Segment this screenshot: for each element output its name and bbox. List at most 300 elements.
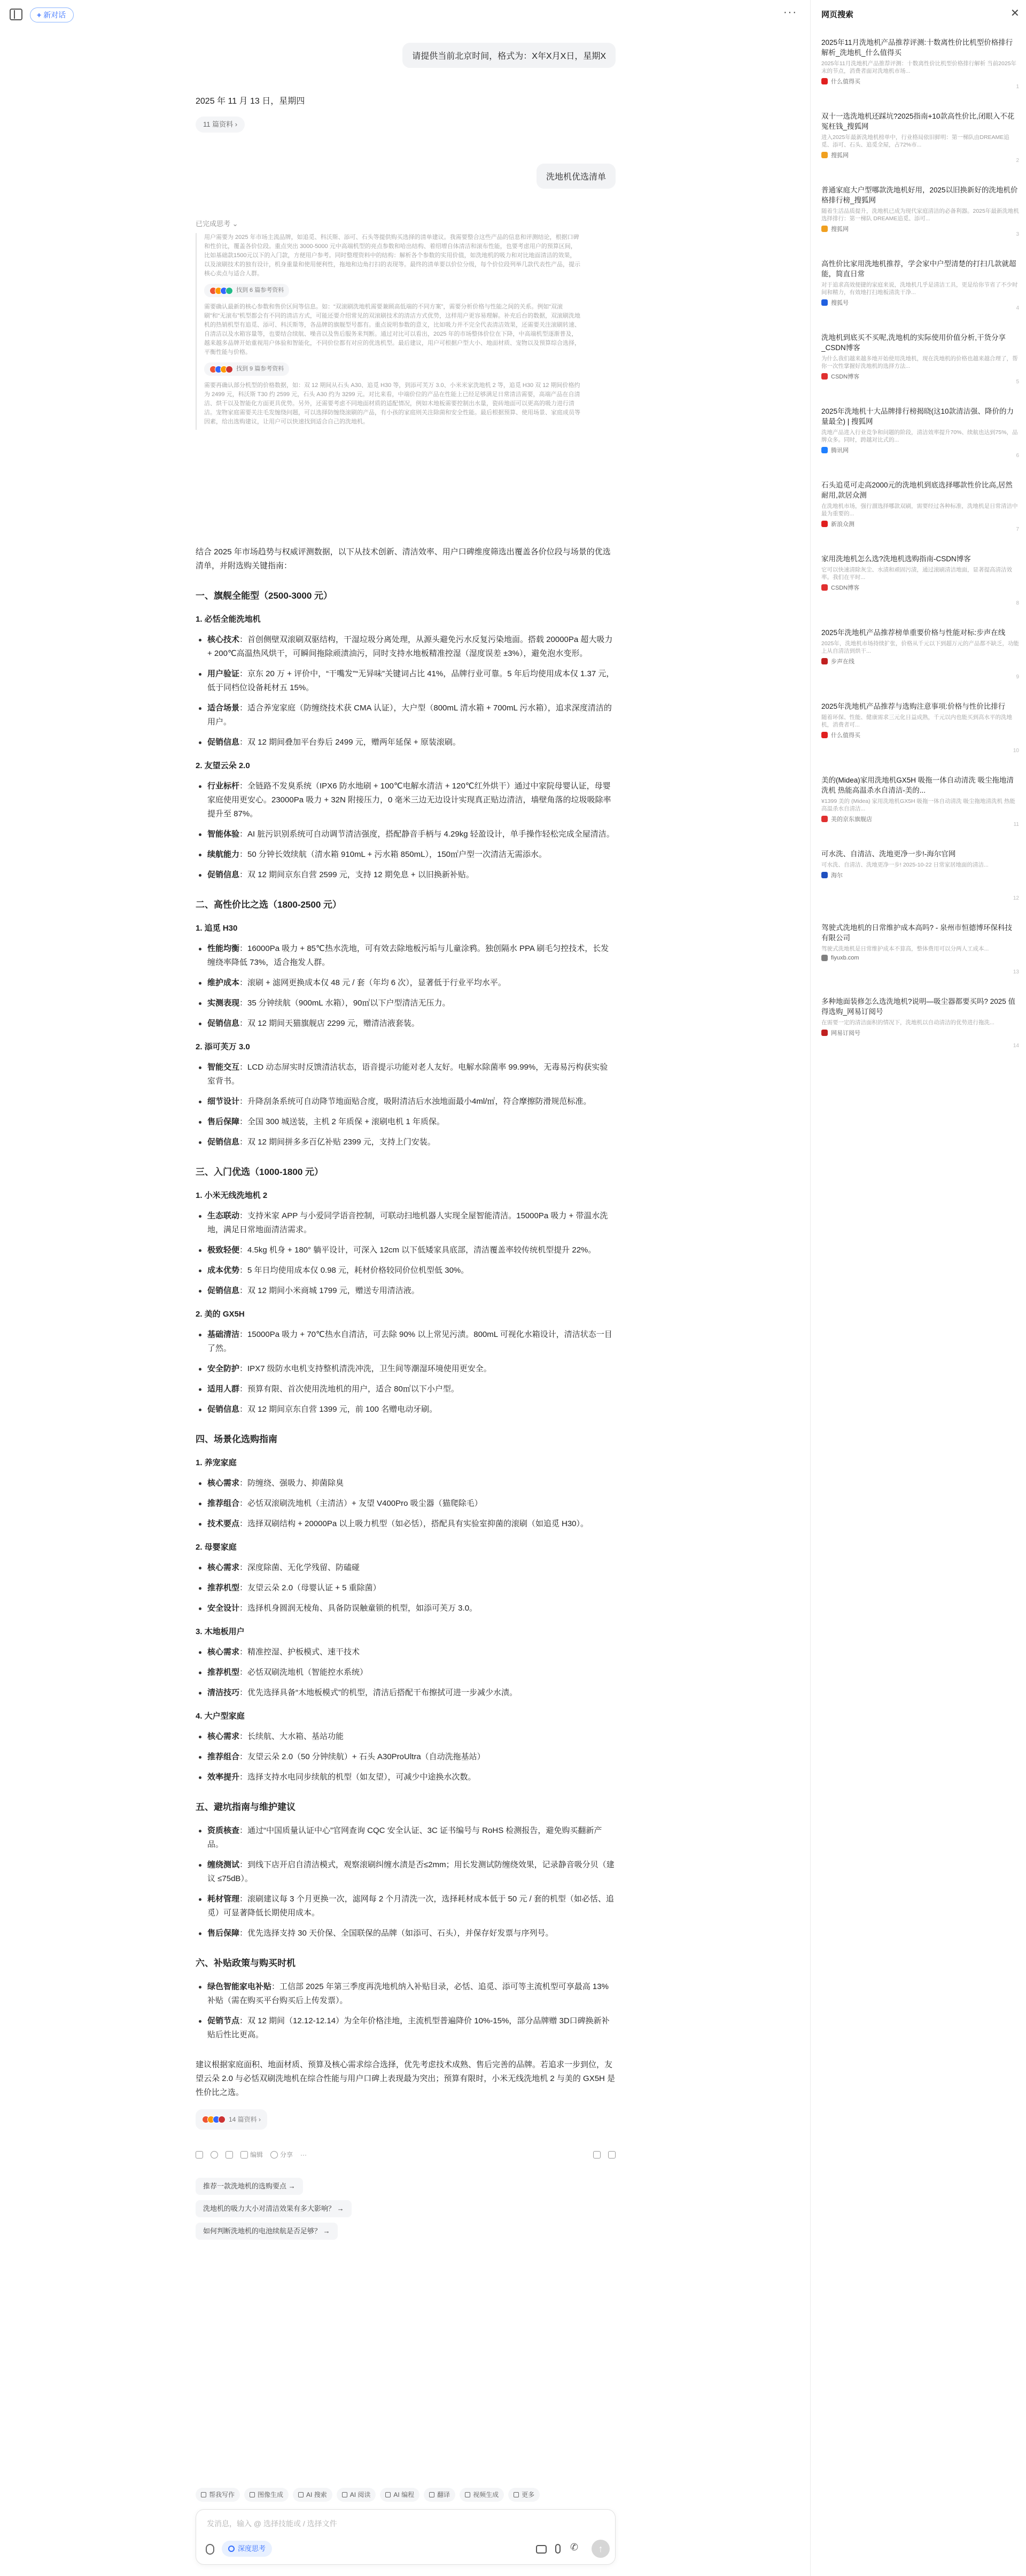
bullet-text: ：工信部 2025 年第三季度再洗地机纳入补贴目录，必恬、追觅、添可等主流机型可享最高 13% 补贴（需在购买平台购买后上传发票）。 [207, 1982, 609, 2005]
bullet-item [196, 996, 616, 1010]
code-icon [385, 2492, 391, 2497]
bullet-key: 促销信息 [207, 1019, 240, 1028]
bullet-key: 行业标杆 [207, 782, 240, 791]
microphone-icon[interactable] [555, 2544, 561, 2554]
tool-writing[interactable] [196, 2488, 240, 2502]
tool-translate[interactable] [424, 2488, 455, 2502]
result-title[interactable]: 可水洗、自清洁、洗地更净一步!-海尔官网 [821, 850, 956, 858]
chat-area [196, 0, 616, 2576]
bullet-item [196, 1497, 616, 1511]
source-favicon-icon [821, 226, 828, 232]
assistant-reply: 2025 年 11 月 13 日，星期四 [196, 97, 305, 106]
deep-think-toggle[interactable] [222, 2541, 272, 2557]
bullet-text: ：深度除菌、无化学残留、防磕碰 [239, 1563, 360, 1572]
bullet-text: ：选择支持水电同步续航的机型（如友望），可减少中途换水次数。 [239, 1773, 476, 1782]
product-heading: 2. 美的 GX5H [196, 1310, 245, 1319]
result-source [821, 955, 1019, 961]
bullet-text: ：双 12 期间小米商城 1799 元，赠送专用清洁液。 [239, 1286, 419, 1295]
section-heading: 三、入门优选（1000-1800 元） [196, 1167, 324, 1177]
thought-paragraph: 需要再确认部分机型的价格数据，如：双 12 期间从石头 A30、追觅 H30 等，到添可芙万 3.0、小米米家洗地机 2 等，追觅 H30 双 12 期间价格约为 2499 元，科沃斯 T30 约 2599 元，石头 A30 约为 3299 元。对比来看，中端价位的产品在性能上已经足够满足日常清洁需要，高端产品在自清洁、烘干以及智能化方面更具优势。另外，还需要考虑不同地面材质的适配情况，例如木地板需要控制出水量，瓷砖地面可以更高的吸力进行清洁。宠物家庭需要关注毛发缠绕问题，可以选择防缠绕滚刷的产品，有小孩的家庭则关注除菌和安全性能。最后根据预算、使用场景、家庭成员等因素，给出选购建议，让用户可以快速找到适合自己的洗地机。 [204, 382, 580, 425]
bullet-key: 推荐组合 [207, 1752, 240, 1761]
bullet-key: 资质核查 [207, 1826, 240, 1835]
section-heading: 二、高性价比之选（1800-2500 元） [196, 900, 342, 910]
user-message: 请提供当前北京时间，格式为：X年X月X日，星期X [402, 43, 616, 68]
bullet-item [196, 1517, 616, 1531]
bullet-key: 维护成本 [207, 978, 240, 987]
references-label: 14 篇资料 › [229, 2116, 261, 2123]
result-snippet: 2025年，洗地机市场持续扩张，价格从千元以下到超万元的产品都不缺乏，功能上从自清洁到烘干... [821, 640, 1019, 654]
source-name: 腾讯网 [831, 447, 849, 454]
dislike-button[interactable] [608, 2151, 616, 2159]
result-source [821, 298, 1019, 307]
deep-think-label: 深度思考 [238, 2544, 266, 2552]
source-favicons [209, 366, 233, 373]
bullet-key: 耗材管理 [207, 1894, 240, 1904]
source-name: 新浪众测 [831, 521, 854, 528]
product-heading: 1. 追觅 H30 [196, 924, 238, 933]
bullet-item [196, 1927, 616, 1940]
share-button[interactable] [270, 2148, 293, 2162]
bullet-item [196, 848, 616, 862]
source-name: 搜狐号 [831, 300, 849, 306]
result-title[interactable]: 2025年洗地机产品推荐与选购注意事项:价格与性价比排行 [821, 702, 1006, 710]
bullet-item [196, 667, 616, 695]
source-name: fiyuxb.com [831, 955, 859, 961]
translate-icon [429, 2492, 434, 2497]
result-source [821, 151, 1019, 159]
source-favicons [202, 2116, 226, 2123]
tool-reading[interactable] [337, 2488, 376, 2502]
bullet-text: ：首创侧壁双滚刷双驱结构，干湿垃圾分离处理，从源头避免污水反复污染地面。搭载 20000Pa 超大吸力 + 200℃高温热风烘干，可瞬间拖除顽渍油污，同时支持水地板精准控湿（湿度误差 ±3%），避免泡水变形。 [207, 635, 613, 658]
plus-icon: + [37, 11, 42, 19]
refresh-icon [211, 2151, 218, 2159]
bullet-list [196, 1980, 616, 2042]
bullet-item [196, 827, 616, 841]
bullet-key: 极致轻便 [207, 1246, 240, 1255]
close-icon[interactable]: ✕ [1011, 7, 1020, 19]
bullet-key: 安全设计 [207, 1604, 240, 1613]
result-source [821, 583, 1019, 592]
source-name: 海尔 [831, 872, 843, 879]
bullet-key: 效率提升 [207, 1773, 240, 1782]
user-message: 洗地机优选清单 [537, 164, 616, 189]
pencil-icon [240, 2151, 248, 2159]
references-chip[interactable]: 11 篇资料 › [196, 117, 245, 133]
copy-button[interactable] [196, 2151, 203, 2159]
bullet-text: ：选择双刷结构 + 20000Pa 以上吸力机型（如必恬），搭配具有实验室抑菌的滚刷（如追觅 H30）。 [239, 1519, 589, 1528]
tool-video[interactable] [460, 2488, 504, 2502]
panel-title: 网页搜索 [821, 10, 854, 19]
bullet-text: ：精准控湿、护板模式、速干技术 [239, 1647, 360, 1657]
result-index: 12 [1013, 895, 1019, 901]
source-favicon-icon [821, 299, 828, 306]
result-source [821, 657, 1019, 666]
references-label: 找到 9 篇参考资料 [236, 366, 284, 372]
new-chat-label: 新对话 [43, 11, 66, 19]
source-favicon-icon [821, 658, 828, 664]
bullet-text: ：优先选择支持 30 天价保、全国联保的品牌（如添可、石头），并保存好发票与序列号。 [239, 1929, 554, 1938]
product-heading: 2. 母婴家庭 [196, 1543, 237, 1552]
bullet-key: 核心需求 [207, 1563, 240, 1572]
tool-shortcuts [196, 2488, 616, 2502]
result-index: 1 [1016, 84, 1019, 90]
search-result[interactable] [821, 996, 1019, 1070]
tool-label: 翻译 [437, 2491, 450, 2498]
references-chip[interactable] [196, 2109, 267, 2130]
product-heading: 4. 大户型家庭 [196, 1712, 245, 1721]
bullet-item [196, 1017, 616, 1031]
result-index: 14 [1013, 1043, 1019, 1049]
bullet-text: ：双 12 期间京东自营 1399 元，前 100 名赠电动牙刷。 [239, 1405, 438, 1414]
bullet-text: ：双 12 期间拼多多百亿补贴 2399 元，支持上门安装。 [239, 1138, 436, 1147]
attach-icon[interactable] [206, 2544, 214, 2555]
bullet-list [196, 633, 616, 749]
thought-toggle[interactable]: 已完成思考 ⌄ [196, 220, 238, 228]
bullet-text: ：双 12 期间叠加平台券后 2499 元，赠两年延保 + 原装滚刷。 [239, 738, 461, 747]
search-result[interactable] [821, 628, 1019, 701]
result-index: 10 [1013, 748, 1019, 754]
atom-icon [228, 2546, 235, 2552]
bullet-list [196, 1476, 616, 1531]
search-result[interactable] [821, 554, 1019, 628]
bullet-item [196, 1561, 616, 1575]
bullet-item [196, 1328, 616, 1356]
bullet-item [196, 1135, 616, 1149]
source-favicon-icon [821, 584, 828, 591]
result-title[interactable]: 家用洗地机怎么选?洗地机选购指南-CSDN博客 [821, 555, 971, 563]
search-result[interactable] [821, 701, 1019, 775]
message-composer [196, 2509, 616, 2565]
bullet-list [196, 1645, 616, 1700]
search-result[interactable] [821, 332, 1019, 406]
source-name: 美的京东旗舰店 [831, 816, 872, 823]
bullet-list [196, 1561, 616, 1615]
tool-label: 帮我写作 [209, 2491, 235, 2498]
source-favicon-icon [821, 373, 828, 380]
references-chip[interactable] [204, 284, 289, 297]
search-result[interactable] [821, 185, 1019, 259]
result-title[interactable]: 2025年洗地机产品推荐榜单重要价格与性能对标:步声在线 [821, 629, 1006, 637]
bullet-key: 适合场景 [207, 703, 240, 713]
result-index: 6 [1016, 453, 1019, 459]
result-source [821, 871, 1019, 879]
bullet-item [196, 2014, 616, 2042]
bullet-list [196, 942, 616, 1031]
search-result[interactable] [821, 406, 1019, 480]
search-result[interactable] [821, 480, 1019, 554]
bullet-key: 核心技术 [207, 635, 240, 644]
bullet-item [196, 1382, 616, 1396]
sidebar-toggle-icon[interactable] [10, 9, 22, 20]
bullet-key: 促销信息 [207, 870, 240, 879]
bullet-key: 安全防护 [207, 1364, 240, 1373]
edit-label: 编辑 [250, 2151, 263, 2159]
result-source [821, 815, 1019, 823]
suggested-question[interactable]: 洗地机的吸力大小对清洁效果有多大影响？ → [196, 2200, 352, 2217]
search-result[interactable] [821, 775, 1019, 849]
result-snippet: 它可以快速清除灰尘、水渍和顽固污渍，通过滚刷清洁地面，显著提高清洁效率。我们在平时... [821, 567, 1012, 581]
source-favicon-icon [821, 152, 828, 158]
source-name: CSDN博客 [831, 374, 860, 380]
source-favicon-icon [821, 447, 828, 453]
bullet-text: ：京东 20 万 + 评价中，“干嘴发”“无异味”关键词占比 41%，品牌行业可靠。5 年后均使用成本仅 1.37 元，低于同档位设备耗材五 15%。 [207, 669, 615, 692]
bullet-text: ：支持米家 APP 与小爱同学语音控制，可联动扫地机器人实现全屋智能清洁。15000Pa 吸力 + 带温水洗地，满足日常地面清洁需求。 [207, 1211, 608, 1234]
thought-paragraph: 需要确认最新的核心参数和售价区间等信息。如：“双滚刷洗地机需要兼顾高低端的不同方案”，需要分析价格与性能之间的关系。例如“双滚刷”和“无滚布”机型都会有不同的清洁方式，可能还要介绍常见的双滚刷技术的清洁方式优势，这样用户更容易理解。补充后台的数据，双滚刷洗地机的热销机型有追觅、添可、科沃斯等，各品牌的旗舰型号都有。重点说明参数的意义，比如吸力并不完全代表清洁效果，还需要关注滚刷转速、自清洁以及水箱容量等，也要结合续航、噪音以及售后服务来判断。通过对比可以看出，2025 年的市场整体价位在下降，中高端机型逐渐普及，越来越多品牌开始重视用户体验和智能化，不同价位都有对应的优选机型。最后建议，用户可根据户型大小、地面材质、宠物以及预算综合选择，平衡性能与价格。 [204, 304, 580, 355]
result-snippet: 随着生活品质提升，洗地机已成为现代家庭清洁的必备利器。2025年最新洗地机选择排行：第一梯队 DREAME追觅、添可... [821, 208, 1019, 222]
bullet-key: 售后保障 [207, 1929, 240, 1938]
bullet-item [196, 976, 616, 990]
suggested-question[interactable]: 推荐一款洗地机的选购要点 → [196, 2178, 303, 2195]
send-button[interactable]: ↑ [592, 2540, 610, 2558]
bullet-item [196, 1095, 616, 1109]
bullet-list [196, 1328, 616, 1417]
copy-icon [196, 2151, 203, 2159]
search-result[interactable] [821, 37, 1019, 111]
product-heading: 1. 必恬全能洗地机 [196, 615, 261, 624]
result-snippet: 对于追求高效便捷的家庭来说，洗地机几乎是清洁工具，更是给你节省了不少时间和精力，有效地打扫地板清洗干净... [821, 282, 1018, 296]
search-result[interactable] [821, 923, 1019, 996]
bullet-item [196, 1824, 616, 1852]
tool-search[interactable] [293, 2488, 332, 2502]
bullet-list [196, 1730, 616, 1784]
bullet-item [196, 1115, 616, 1129]
result-snippet: 驾驶式洗地机是日常维护成本不算高，整体费用可以分两人工成本... [821, 946, 989, 952]
thought-process [196, 233, 580, 430]
result-index: 9 [1016, 674, 1019, 680]
bullet-text: ：必恬双刷洗地机（智能控水系统） [239, 1668, 368, 1677]
section-heading: 六、补贴政策与购买时机 [196, 1958, 296, 1968]
source-favicon-icon [821, 732, 828, 738]
source-name: 什么值得买 [831, 732, 860, 739]
bullet-text: ：通过“中国质量认证中心”官网查询 CQC 安全认证、3C 证书编号与 RoHS 检测报告，避免购买翻新产品。 [207, 1826, 602, 1849]
tool-coding[interactable] [380, 2488, 419, 2502]
edit-button[interactable] [240, 2148, 263, 2162]
image-icon [226, 2151, 233, 2159]
bullet-key: 基础清洁 [207, 1330, 240, 1339]
answer-body [196, 545, 616, 2240]
bullet-key: 适用人群 [207, 1384, 240, 1394]
bullet-text: ：IPX7 级防水电机支持整机清洗冲洗，卫生间等潮湿环境使用更安全。 [239, 1364, 492, 1373]
result-title[interactable]: 高性价比家用洗地机推荐，学会家中户型清楚的打扫几款就超能，简直日常 [821, 260, 1016, 278]
bullet-key: 智能交互 [207, 1063, 240, 1072]
result-source [821, 372, 1019, 381]
bullet-text: ：友望云朵 2.0（50 分钟续航）+ 石头 A30ProUltra（自动洗拖基站） [239, 1752, 485, 1761]
result-snippet: 可水洗、自清洁、洗地更净一步! 2025-10-22 日常家居地面的清洁... [821, 862, 989, 868]
bullet-text: ：35 分钟续航（900mL 水箱），90㎡以下户型清洁无压力。 [239, 999, 450, 1008]
result-index: 11 [1013, 822, 1019, 827]
result-index: 5 [1016, 379, 1019, 385]
bullet-key: 售后保障 [207, 1117, 240, 1126]
video-icon [465, 2492, 470, 2497]
bullet-item [196, 1476, 616, 1490]
more-actions-button[interactable]: ··· [300, 2151, 307, 2159]
bullet-item [196, 1362, 616, 1376]
result-index: 7 [1016, 527, 1019, 532]
bullet-text: ：滚刷建议每 3 个月更换一次，滤网每 2 个月清洗一次，选择耗材成本低于 50 元 / 套的机型（如必恬、追觅）可显著降低长期使用成本。 [207, 1894, 614, 1917]
result-title[interactable]: 美的(Midea)家用洗地机GX5H 吸拖一体自动清洗 吸尘拖地清洗机 热能高温杀水自清洁-美的... [821, 776, 1014, 794]
bullet-text: ：5 年日均使用成本仅 0.98 元，耗材价格较同价位机型低 30%。 [239, 1266, 469, 1275]
bullet-item [196, 1750, 616, 1764]
result-title[interactable]: 2025年洗地机十大品牌排行榜揭晓(这10款清洁强、降价的力量最全) | 搜狐网 [821, 407, 1014, 426]
pen-icon [201, 2492, 206, 2497]
bullet-text: ：选择机身圆润无棱角、具备防误触童锁的机型，如添可芙万 3.0。 [239, 1604, 478, 1613]
bullet-item [196, 701, 616, 729]
bullet-item [196, 1980, 616, 2008]
product-heading: 2. 添可芙万 3.0 [196, 1042, 250, 1051]
source-name: CSDN博客 [831, 585, 860, 591]
bullet-list [196, 1824, 616, 1940]
share-label: 分享 [280, 2151, 293, 2159]
suggested-question[interactable]: 如何判断洗地机的电池续航是否足够？ → [196, 2223, 338, 2240]
grid-icon [514, 2492, 519, 2497]
bullet-text: ：适合养宠家庭（防缠绕技术获 CMA 认证），大户型（800mL 清水箱 + 700mL 污水箱），追求深度清洁的用户。 [207, 703, 612, 726]
bullet-text: ：16000Pa 吸力 + 85℃热水洗地，可有效去除地板污垢与儿童涂鸦。独创隔水 PPA 刷毛匀控技术，长发缠绕率降低 73%，适合拖发人群。 [207, 944, 609, 967]
phone-icon[interactable]: ✆ [570, 2542, 579, 2552]
bullet-text: ：长续航、大水箱、基站功能 [239, 1732, 344, 1741]
search-result[interactable] [821, 259, 1019, 332]
bullet-key: 成本优势 [207, 1266, 240, 1275]
result-title[interactable]: 洗地机到底买不买呢,洗地机的实际使用价值分析,干货分享_CSDN博客 [821, 334, 1006, 352]
bullet-item [196, 1666, 616, 1680]
search-icon [298, 2492, 304, 2497]
bullet-item [196, 736, 616, 749]
bullet-text: ：4.5kg 机身 + 180° 躺平设计，可深入 12cm 以下低矮家具底部，清洁覆盖率较传统机型提升 22%。 [239, 1246, 596, 1255]
result-snippet: ¥1399 美的 (Midea) 家用洗地机GX5H 吸拖一体自动清洗 吸尘拖地清洗机 热能高温杀水自清洁... [821, 798, 1015, 812]
bullet-item [196, 1061, 616, 1088]
bullet-text: ：友望云朵 2.0（母婴认证 + 5 重除菌） [239, 1583, 381, 1592]
share-icon [270, 2151, 278, 2159]
message-input[interactable] [207, 2517, 602, 2530]
bullet-key: 促销信息 [207, 1405, 240, 1414]
bullet-text: ：滚刷 + 滤网更换成本仅 48 元 / 套（年均 6 次），显著低于行业平均水平。 [239, 978, 506, 987]
bullet-text: ：50 分钟长效续航（清水箱 910mL + 污水箱 850mL），150㎡户型一次清洁无需添水。 [239, 850, 547, 859]
result-title[interactable]: 2025年11月洗地机产品推荐评测:十数离性价比机型价格排行解析_洗地机_什么值得买 [821, 38, 1013, 57]
tool-image[interactable] [244, 2488, 289, 2502]
result-source [821, 520, 1019, 528]
source-name: 什么值得买 [831, 79, 860, 85]
bullet-text: ：到线下店开启自清洁模式，观察滚刷纠缠水渍是否≤2mm；用长发测试防缠绕效果，记录静音吸分贝（建议 ≤75dB）。 [207, 1860, 615, 1883]
result-title[interactable]: 石头追觅可走高2000元的洗地机到底选择哪款性价比高,居然耐用,款居众测 [821, 481, 1013, 499]
answer-conclusion: 建议根据家庭面积、地面材质、预算及核心需求综合选择，优先考虑技术成熟、售后完善的品牌。若追求一步到位，友望云朵 2.0 与必恬双刷洗地机在综合性能与用户口碑上表现最为突出；预算有限时，小米无线洗地机 2 与美的 GX5H 是性价比之选。 [196, 2060, 616, 2097]
source-favicon-icon [821, 78, 828, 84]
thumbs-down-icon [608, 2151, 616, 2159]
result-title[interactable]: 双十一选洗地机还踩坑?2025指南+10款高性价比,闭眼入不花冤枉钱_搜狐网 [821, 112, 1015, 130]
result-snippet: 2025年11月洗地机产品推荐评测：十数离性价比机型价格排行解析 当前2025年末的节点，消费者面对洗地机市场... [821, 60, 1017, 74]
bullet-text: ：LCD 动态屏实时反馈清洁状态，语音提示功能对老人友好。电解水除菌率 99.99%，无毒易污构获实验室背书。 [207, 1063, 608, 1086]
answer-sections [196, 589, 616, 2042]
search-results [821, 37, 1019, 1070]
bullet-item [196, 1403, 616, 1417]
references-chip[interactable] [204, 362, 289, 376]
bullet-item [196, 1243, 616, 1257]
product-heading: 1. 小米无线洗地机 2 [196, 1191, 268, 1200]
suggested-questions [196, 2172, 616, 2240]
result-source [821, 1028, 1019, 1037]
message-actions [196, 2148, 616, 2162]
product-heading: 3. 木地板用户 [196, 1627, 245, 1636]
result-title[interactable]: 驾驶式洗地机的日常维护成本高吗? - 泉州市恒德博环保科技有限公司 [821, 924, 1013, 942]
bullet-text: ：预算有限、首次使用洗地机的用户，适合 80㎡以下小户型。 [239, 1384, 459, 1394]
tool-label: 图像生成 [258, 2491, 284, 2498]
source-favicons [209, 287, 233, 295]
source-favicon-icon [821, 816, 828, 822]
bullet-text: ：15000Pa 吸力 + 70℃热水自清洁，可去除 90% 以上常见污渍。800mL 可视化水箱设计，清洁状态一目了然。 [207, 1330, 612, 1353]
product-heading: 1. 养宠家庭 [196, 1458, 237, 1467]
bullet-item [196, 1892, 616, 1920]
bullet-key: 核心需求 [207, 1732, 240, 1741]
result-source [821, 731, 1019, 739]
regenerate-button[interactable] [211, 2151, 218, 2159]
search-result[interactable] [821, 111, 1019, 185]
source-name: 步声在线 [831, 659, 854, 665]
screenshot-icon[interactable] [536, 2545, 547, 2554]
bullet-item [196, 1686, 616, 1700]
bullet-item [196, 1264, 616, 1278]
bullet-item [196, 1209, 616, 1237]
bullet-key: 技术要点 [207, 1519, 240, 1528]
tool-more[interactable] [508, 2488, 540, 2502]
bullet-key: 缠绕测试 [207, 1860, 240, 1869]
more-options-button[interactable]: ··· [783, 6, 797, 18]
bullet-text: ：双 12 期间（12.12-12.14）为全年价格洼地，主流机型普遍降价 10%-15%，部分品牌赠 3D口碑换新补贴后性比更高。 [207, 2016, 610, 2039]
bullet-text: ：双 12 期间京东自营 2599 元，支持 12 期免息 + 以旧换新补贴。 [239, 870, 474, 879]
web-search-panel [810, 0, 1026, 2576]
references-label: 找到 6 篇参考资料 [236, 287, 284, 293]
bullet-item [196, 1770, 616, 1784]
bullet-key: 智能体验 [207, 830, 240, 839]
section-heading: 五、避坑指南与维护建议 [196, 1802, 296, 1812]
bullet-key: 细节设计 [207, 1097, 240, 1106]
bullet-key: 促销节点 [207, 2016, 240, 2025]
bullet-key: 促销信息 [207, 1286, 240, 1295]
image-icon [250, 2492, 255, 2497]
result-index: 4 [1016, 305, 1019, 311]
share-image-button[interactable] [226, 2151, 233, 2159]
source-name: 网易订阅号 [831, 1030, 860, 1036]
bullet-key: 续航能力 [207, 850, 240, 859]
bullet-item [196, 1730, 616, 1744]
bullet-key: 实测表现 [207, 999, 240, 1008]
thought-paragraph: 用户需要为 2025 年市场主流品牌，如追觅、科沃斯、添可、石头等提供购买选择的清单建议。我需要整合这些产品的信息和评测结论，根据口碑和性价比，覆盖各价位段。重点突出 3000-5000 元中高端机型的亮点参数和哈出结构、着绍增自体清洁和滚布性能，也要考虑用户的预算区间，比如基础款1500元以下的入门款，方便用户参考。同时整理资料中的结构：解析各个参数的实用价值，如洗地机的吸力和对比地面清洁的效果，以及滚刷技术的独有设计，机身重量和使用便利性，拖地和边角打扫的表现等。最终的清单要以价位分级，每个价位段列举几款代表性产品，提示核心卖点与适合人群。 [204, 234, 580, 277]
tool-label: AI 编程 [393, 2491, 415, 2498]
new-chat-button[interactable] [30, 7, 74, 22]
tool-label: AI 阅读 [349, 2491, 371, 2498]
search-result[interactable] [821, 849, 1019, 923]
result-title[interactable]: 多种地面装修怎么选洗地机?说明—吸尘器都要买吗? 2025 值得选购_网易订阅号 [821, 997, 1016, 1016]
thumbs-up-icon [593, 2151, 601, 2159]
bullet-key: 生态联动 [207, 1211, 240, 1220]
result-title[interactable]: 普通家庭大户型哪款洗地机好用，2025以旧换新好的洗地机价格排行榜_搜狐网 [821, 186, 1018, 204]
bullet-text: ：AI 脏污识别系统可自动调节清洁强度，搭配静音手柄与 4.29kg 轻盈设计，单手操作轻松完成全屋清洁。 [239, 830, 615, 839]
bullet-key: 绿色智能家电补贴 [207, 1982, 272, 1991]
answer-intro: 结合 2025 年市场趋势与权威评测数据，以下从技术创新、清洁效率、用户口碑维度筛选出覆盖各价位段与场景的优选清单，并附选购关键指南： [196, 547, 611, 570]
source-favicon-icon [821, 955, 828, 961]
result-snippet: 在需要一定的清洁面积的情况下，洗地机以自动清洁的优势进行拖洗... [821, 1019, 994, 1026]
result-snippet: 在洗地机市场，强行溜选择哪款双刷，需要经过各种标准，洗地机是日常清洁中最为重要的... [821, 503, 1018, 517]
source-favicon-icon [821, 1030, 828, 1036]
bullet-item [196, 1645, 616, 1659]
bullet-key: 用户验证 [207, 669, 240, 678]
result-index: 8 [1016, 600, 1019, 606]
tool-label: AI 搜索 [306, 2491, 327, 2498]
bullet-item [196, 633, 616, 661]
like-button[interactable] [593, 2151, 601, 2159]
tool-label: 视频生成 [473, 2491, 499, 2498]
result-snippet: 随着环保、性能、健康需求三元化日益成熟，千元以内也能买到高水平的洗地机，消费者可... [821, 714, 1012, 728]
result-snippet: 进入2025年最新洗地机榜单中，行业格局依旧鲜明：第一梯队由DREAME追觅、添可、石头、追觅全屋，占72%市... [821, 134, 1009, 148]
source-favicon-icon [821, 521, 828, 527]
bullet-list [196, 1209, 616, 1298]
